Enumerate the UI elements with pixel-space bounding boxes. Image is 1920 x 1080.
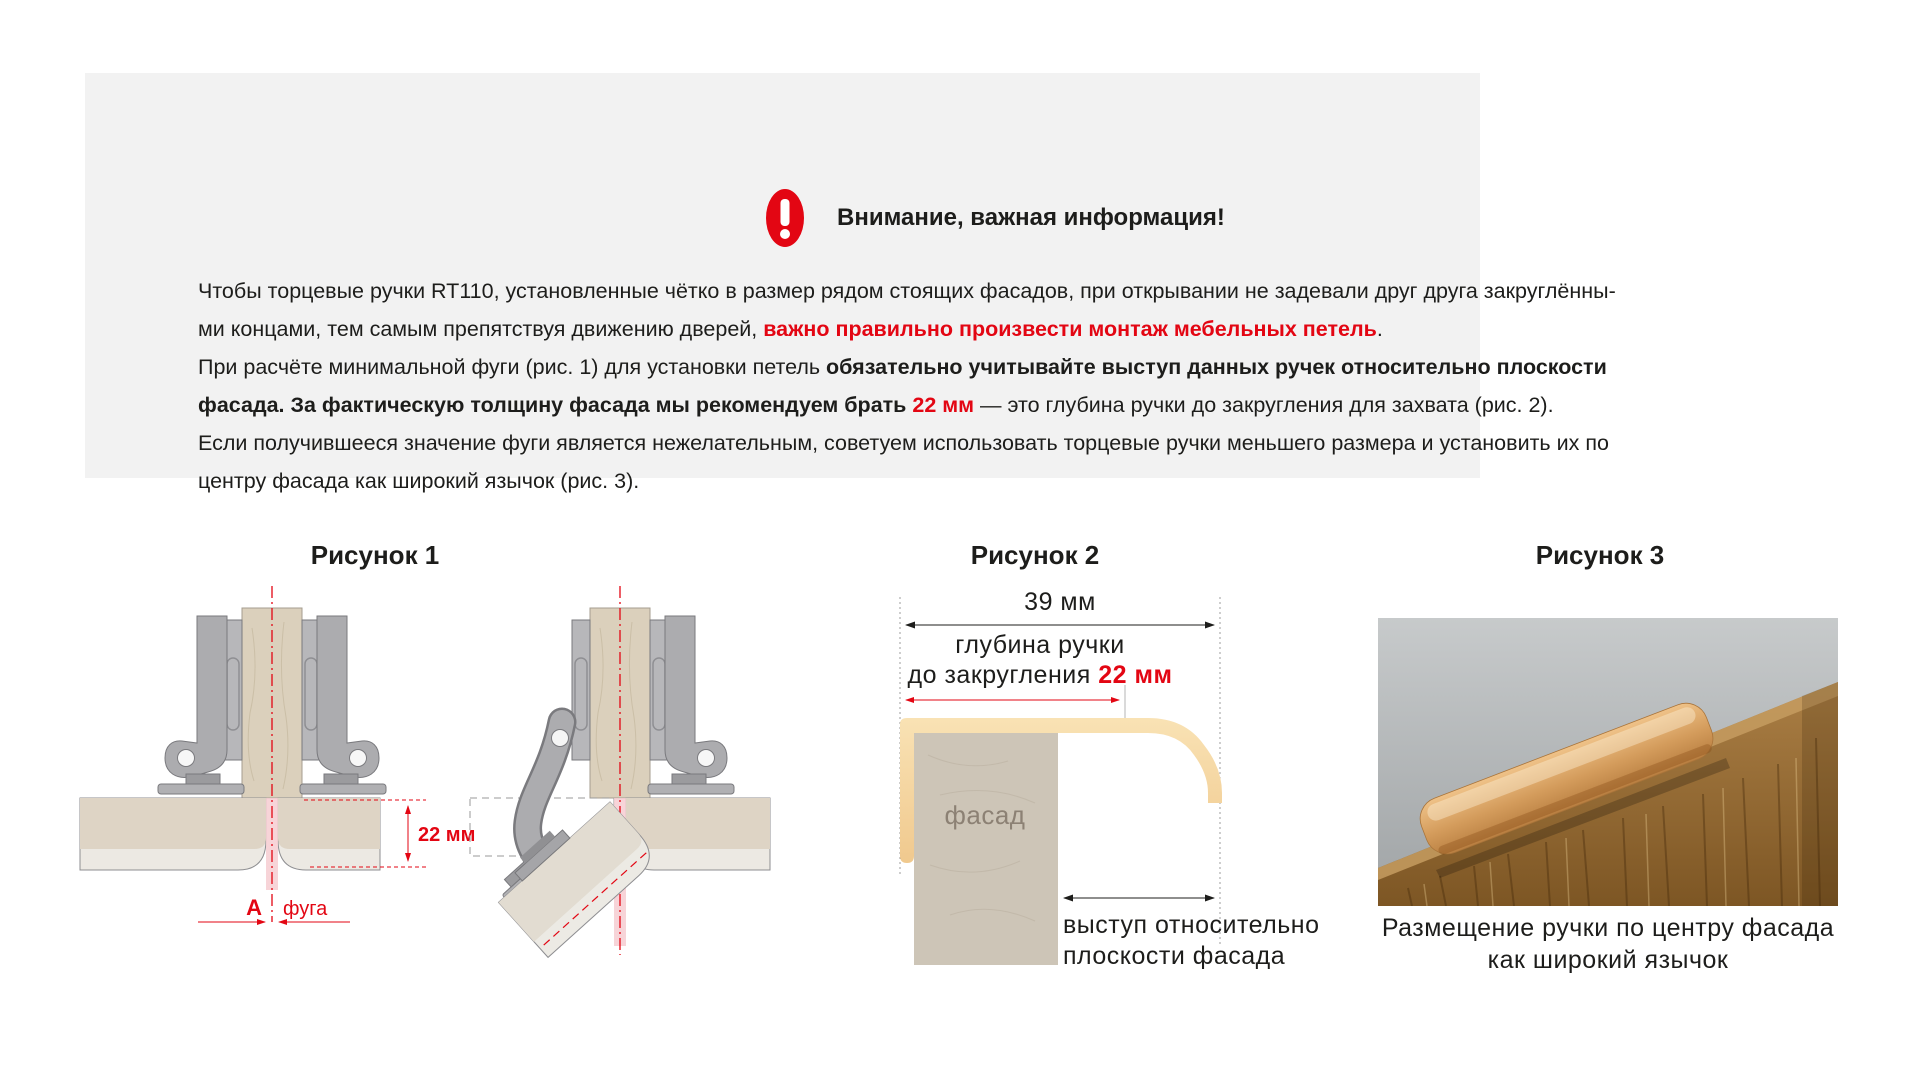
figure3-caption: Рисунок 3 <box>1535 540 1665 570</box>
fig2-protrusion-label: выступ относительно плоскости фасада <box>1063 911 1320 970</box>
text-segment: центру фасада как широкий язычок (рис. 3). <box>198 469 640 493</box>
notice-line <box>198 462 1558 500</box>
notice-line <box>198 310 1558 348</box>
warning-icon <box>766 189 804 247</box>
fig1-opened-door-diagram <box>470 586 770 957</box>
notice-line <box>198 386 1558 424</box>
fig1-closed-doors-diagram <box>80 586 475 922</box>
facade-block <box>914 733 1058 965</box>
text-segment: фасада. За фактическую толщину фасада мы рекомендуем брать <box>198 393 913 417</box>
fig2-depth-line2: до закругления 22 мм <box>907 661 1173 689</box>
figure3-caption-text: Размещение ручки по центру фасада как широкий язычок <box>1381 914 1835 974</box>
warning-icon-dot <box>780 229 790 239</box>
warning-icon-bar <box>781 199 790 226</box>
figure2-caption: Рисунок 2 <box>970 540 1100 570</box>
fig2-depth-line1: глубина ручки <box>955 631 1125 659</box>
notice-text <box>198 272 1616 500</box>
figure1-caption: Рисунок 1 <box>310 540 440 570</box>
fig2-total-width-label: 39 мм <box>1024 588 1096 616</box>
gap-letter-label: А <box>246 895 262 920</box>
text-segment: обязательно учитывайте выступ данных ручек относительно плоскости <box>826 355 1607 379</box>
gap-fuga-label: фуга <box>283 898 328 920</box>
facade-left <box>80 798 266 870</box>
figure1-drawing <box>70 570 800 970</box>
text-segment: важно правильно произвести монтаж мебельных петель <box>763 317 1377 341</box>
hinge-right <box>300 616 386 794</box>
text-segment: Чтобы торцевые ручки RT110, установленные чётко в размер рядом стоящих фасадов, при открывании не задевали друг друга закруглённы- <box>198 279 1616 303</box>
fig2-depth-value: 22 мм <box>1098 661 1173 689</box>
text-segment: 22 мм <box>912 393 975 417</box>
text-segment: . <box>1376 317 1383 341</box>
figure3-photo <box>1378 618 1838 906</box>
notice-line <box>198 348 1607 386</box>
notice-panel <box>85 73 1616 493</box>
fig1-gap-dimension <box>198 895 350 922</box>
fig2-facade-label: фасад <box>944 800 1026 830</box>
notice-line <box>198 424 1609 462</box>
hinge-left <box>158 616 244 794</box>
text-segment: При расчёте минимальной фуги (рис. 1) для установки петель <box>198 355 827 379</box>
notice-title: Внимание, важная информация! <box>837 204 1225 231</box>
fig1-depth-label: 22 мм <box>418 824 476 846</box>
fig2-depth-label <box>905 630 1175 690</box>
text-segment: — это глубина ручки до закругления для захвата (рис. 2). <box>974 393 1554 417</box>
text-segment: Если получившееся значение фуги является нежелательным, советуем использовать торцевые ручки меньшего размера и установить их по <box>198 431 1609 455</box>
notice-line <box>198 272 1616 310</box>
hinge-right <box>648 616 734 794</box>
text-segment: ми концами, тем самым препятствуя движению дверей, <box>198 317 764 341</box>
facade-right <box>278 798 380 870</box>
